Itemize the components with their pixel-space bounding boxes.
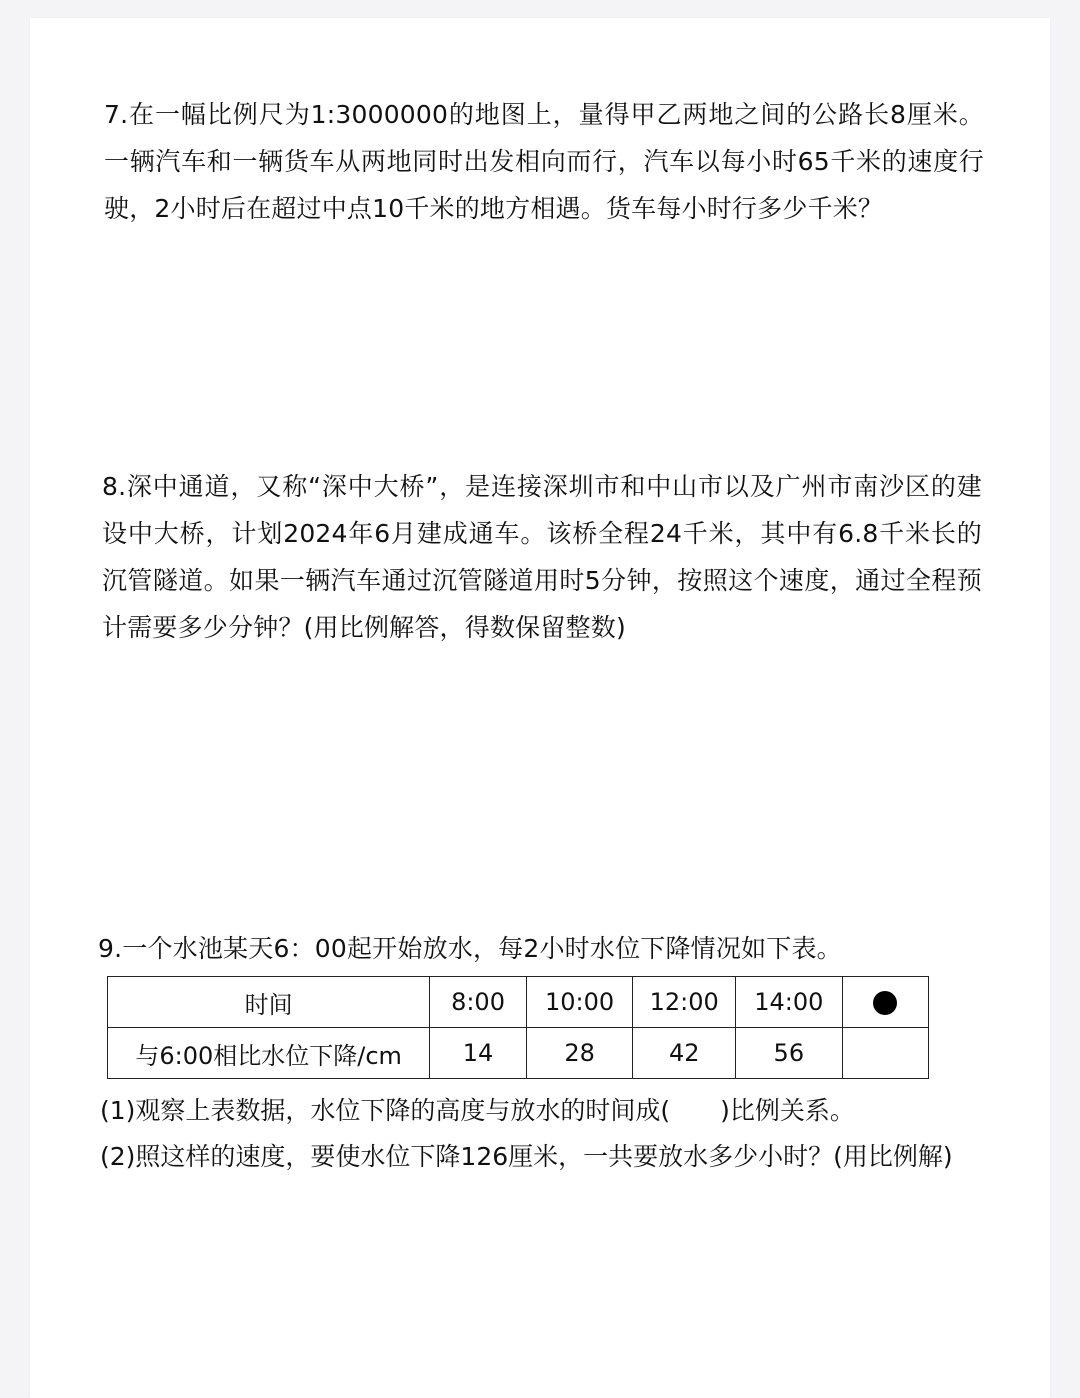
water-level-table — [107, 976, 929, 1079]
worksheet-page — [30, 18, 1050, 1398]
table-row-label: 与6:00相比水位下降/cm — [108, 1028, 430, 1079]
table-value-cell: 56 — [736, 1028, 843, 1079]
question-8: 8.深中通道，又称“深中大桥”，是连接深圳市和中山市以及广州市南沙区的建设中大桥，计划2024年6月建成通车。该桥全程24千米，其中有6.8千米长的沉管隧道。如果一辆汽车通过沉管隧道用时5分钟，按照这个速度，通过全程预计需要多少分钟？(用比例解答，得数保留整数) — [102, 472, 982, 642]
subquestion-2: (2)照这样的速度，要使水位下降126厘米，一共要放水多少小时？(用比例解) — [100, 1142, 953, 1171]
black-dot-icon — [873, 991, 897, 1015]
table-time-cell: 8:00 — [430, 977, 527, 1028]
table-blank-header-cell — [842, 977, 928, 1028]
table-time-cell: 12:00 — [633, 977, 736, 1028]
question-7: 7.在一幅比例尺为1:3000000的地图上，量得甲乙两地之间的公路长8厘米。一辆汽车和一辆货车从两地同时出发相向而行，汽车以每小时65千米的速度行驶，2小时后在超过中点10千米的地方相遇。货车每小时行多少千米？ — [104, 100, 984, 223]
table-time-cell: 10:00 — [526, 977, 633, 1028]
table-header-row — [108, 977, 929, 1028]
table-value-cell: 42 — [633, 1028, 736, 1079]
table-time-cell: 14:00 — [736, 977, 843, 1028]
table-value-row — [108, 1028, 929, 1079]
subquestion-1: (1)观察上表数据，水位下降的高度与放水的时间成( )比例关系。 — [100, 1096, 855, 1125]
table-value-cell: 14 — [430, 1028, 527, 1079]
table-empty-value-cell — [842, 1028, 928, 1079]
table-header-label: 时间 — [108, 977, 430, 1028]
table-value-cell: 28 — [526, 1028, 633, 1079]
question-9: 9.一个水池某天6：00起开始放水，每2小时水位下降情况如下表。 — [98, 934, 842, 963]
